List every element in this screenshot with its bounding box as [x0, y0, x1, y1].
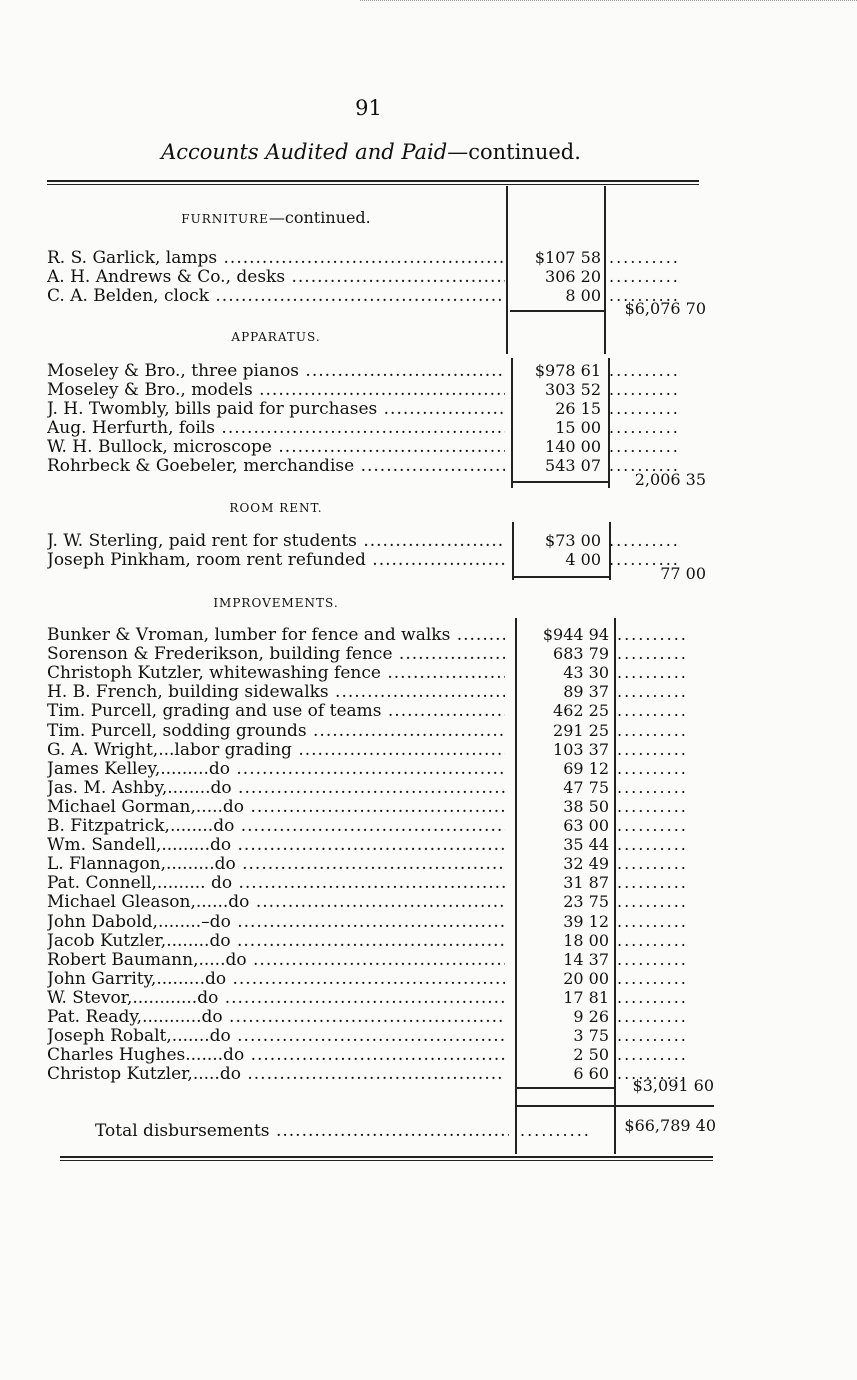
section-subtotal: 2,006 35: [634, 470, 706, 489]
section-heading-room-rent: ROOM RENT.: [229, 501, 323, 515]
section-subtotal: $3,091 60: [632, 1076, 714, 1095]
section-subtotal: 77 00: [660, 564, 706, 583]
total-label: Total disbursements .....: [95, 1121, 509, 1141]
column-divider: [604, 186, 606, 354]
column-divider: [614, 618, 616, 1154]
total-dots: ..........: [520, 1121, 591, 1140]
section-heading-furniture: FURNITURE—continued.: [181, 208, 371, 227]
bottom-double-rule: [60, 1156, 713, 1161]
total-amount: $66,789 40: [624, 1116, 716, 1135]
total-rule: [517, 1105, 714, 1107]
scan-edge: [360, 0, 857, 4]
section-subtotal: $6,076 70: [624, 299, 706, 318]
title-italic: Accounts Audited and Paid: [161, 140, 448, 164]
section-heading-improvements: IMPROVEMENTS.: [213, 596, 339, 610]
page-number: 91: [355, 96, 382, 120]
page-title: [0, 140, 742, 164]
top-double-rule: [47, 180, 699, 185]
title-continued: —continued.: [447, 140, 581, 164]
column-divider: [506, 186, 508, 354]
section-heading-apparatus: APPARATUS.: [231, 330, 321, 344]
